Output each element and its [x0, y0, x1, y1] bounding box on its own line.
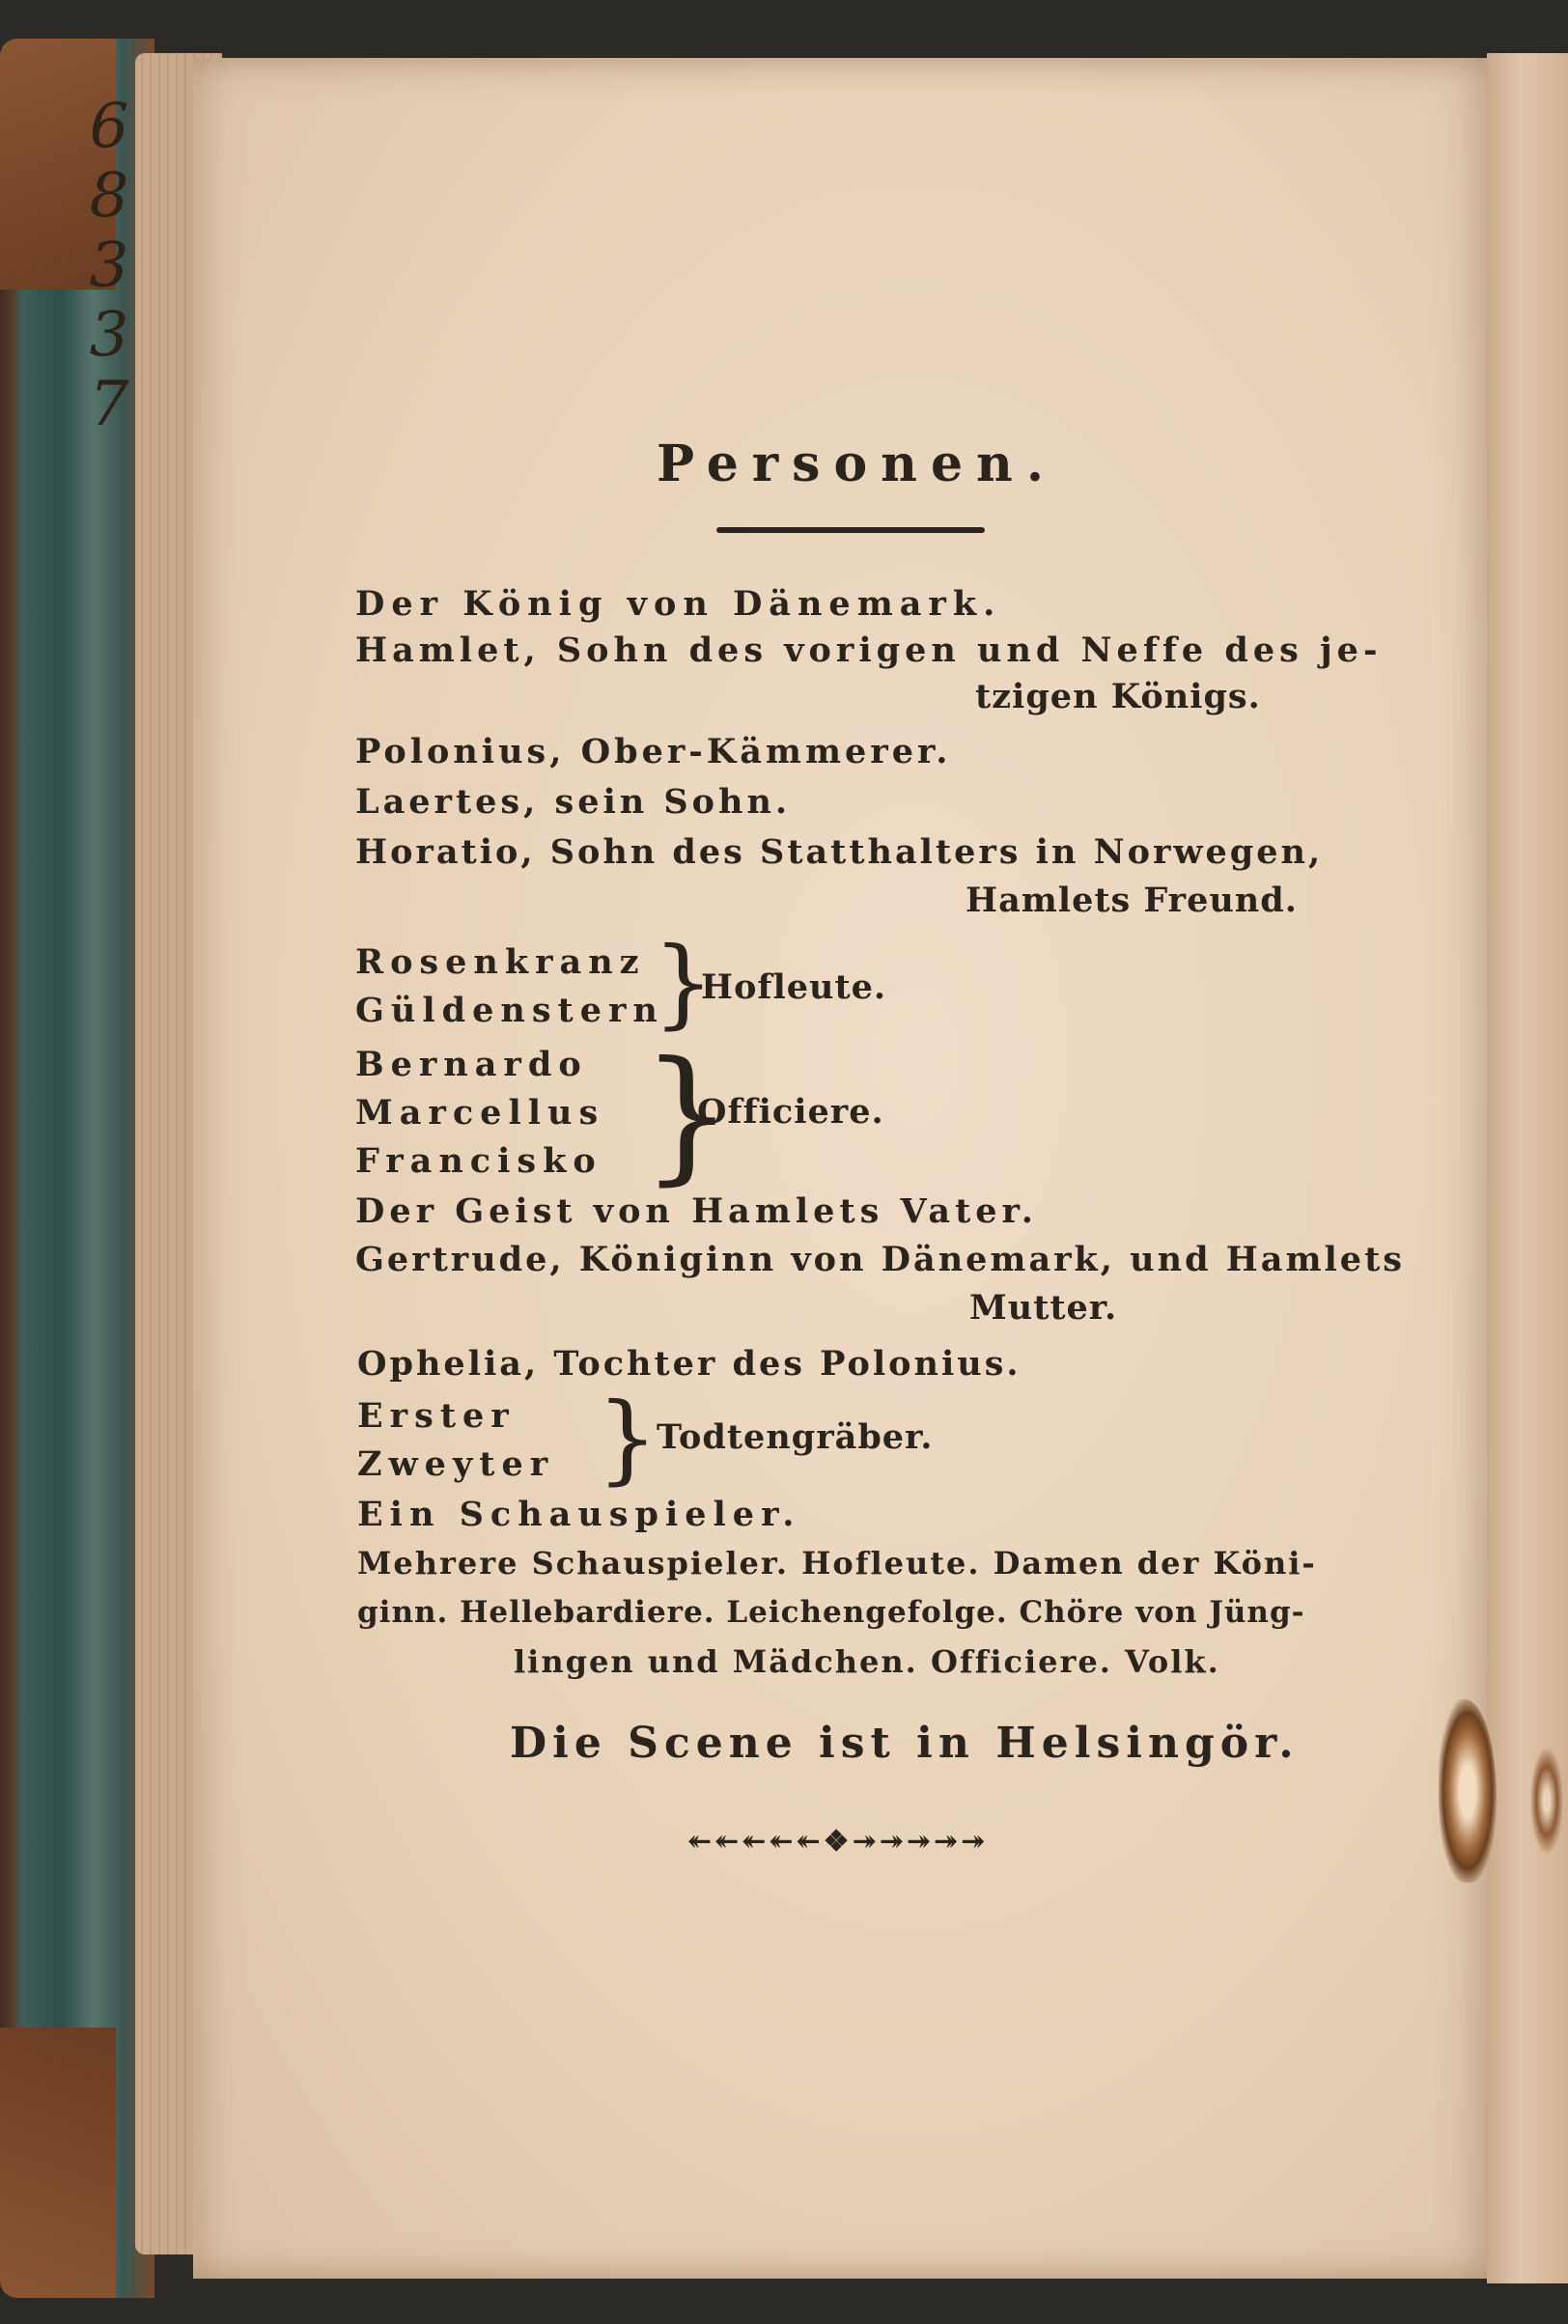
page-title: Personen. — [657, 434, 1057, 493]
cast-entry-hamlet-cont: tzigen Königs. — [975, 677, 1261, 716]
shelfmark-digit: 3 — [89, 299, 129, 371]
cast-entry-polonius: Polonius, Ober-Kämmerer. — [355, 732, 952, 771]
cast-entry-first: Erster — [357, 1396, 516, 1436]
cast-entry-bernardo: Bernardo — [355, 1045, 588, 1084]
brace-gravediggers: } — [597, 1382, 658, 1495]
cast-entry-gertrude: Gertrude, Königinn von Dänemark, und Hamlets — [355, 1240, 1405, 1279]
burn-mark-facing — [1530, 1748, 1563, 1854]
cast-entry-rosenkranz: Rosenkranz — [355, 942, 646, 982]
cast-entry-king: Der König von Dänemark. — [355, 584, 1002, 624]
shelfmark-digit: 8 — [89, 160, 129, 232]
group-label-officers: Officiere. — [697, 1092, 884, 1132]
cast-entry-horatio-cont: Hamlets Freund. — [966, 881, 1298, 920]
cast-entry-second: Zweyter — [357, 1444, 555, 1484]
brace-officers: } — [641, 1031, 734, 1199]
group-label-gravediggers: Todtengräber. — [657, 1417, 934, 1457]
cast-entry-others-cont: ginn. Hellebardiere. Leichengefolge. Chöre von Jüng- — [357, 1595, 1305, 1630]
cast-entry-ophelia: Ophelia, Tochter des Polonius. — [357, 1344, 1022, 1384]
group-label-courtiers: Hofleute. — [701, 967, 887, 1007]
cast-entry-horatio: Horatio, Sohn des Statthalters in Norwegen, — [355, 832, 1324, 872]
cast-entry-laertes: Laertes, sein Sohn. — [355, 782, 792, 822]
cast-entry-francisko: Francisko — [355, 1141, 602, 1181]
cast-entry-gertrude-cont: Mutter. — [969, 1288, 1118, 1328]
scene-location: Die Scene ist in Helsingör. — [510, 1719, 1300, 1768]
handwritten-shelfmark — [75, 92, 143, 439]
brace-courtiers: } — [653, 926, 714, 1039]
cast-entry-guildenstern: Güldenstern — [355, 991, 664, 1030]
cast-entry-player: Ein Schauspieler. — [357, 1495, 801, 1534]
binding-corner-bottom — [0, 2028, 116, 2298]
ornament-divider: ↞↞↞↞↞❖↠↠↠↠↠ — [687, 1825, 989, 1859]
cast-entry-ghost: Der Geist von Hamlets Vater. — [355, 1191, 1038, 1231]
shelfmark-digit: 7 — [89, 369, 129, 440]
cast-entry-marcellus: Marcellus — [355, 1093, 605, 1133]
cast-entry-others: Mehrere Schauspieler. Hofleute. Damen der Köni- — [357, 1545, 1317, 1582]
cast-entry-hamlet: Hamlet, Sohn des vorigen und Neffe des je- — [355, 630, 1383, 670]
title-rule — [716, 527, 985, 533]
shelfmark-digit: 3 — [89, 230, 129, 301]
shelfmark-digit: 6 — [89, 91, 129, 162]
facing-page-edge — [1487, 53, 1568, 2283]
cast-entry-others-cont2: lingen und Mädchen. Officiere. Volk. — [514, 1643, 1220, 1680]
